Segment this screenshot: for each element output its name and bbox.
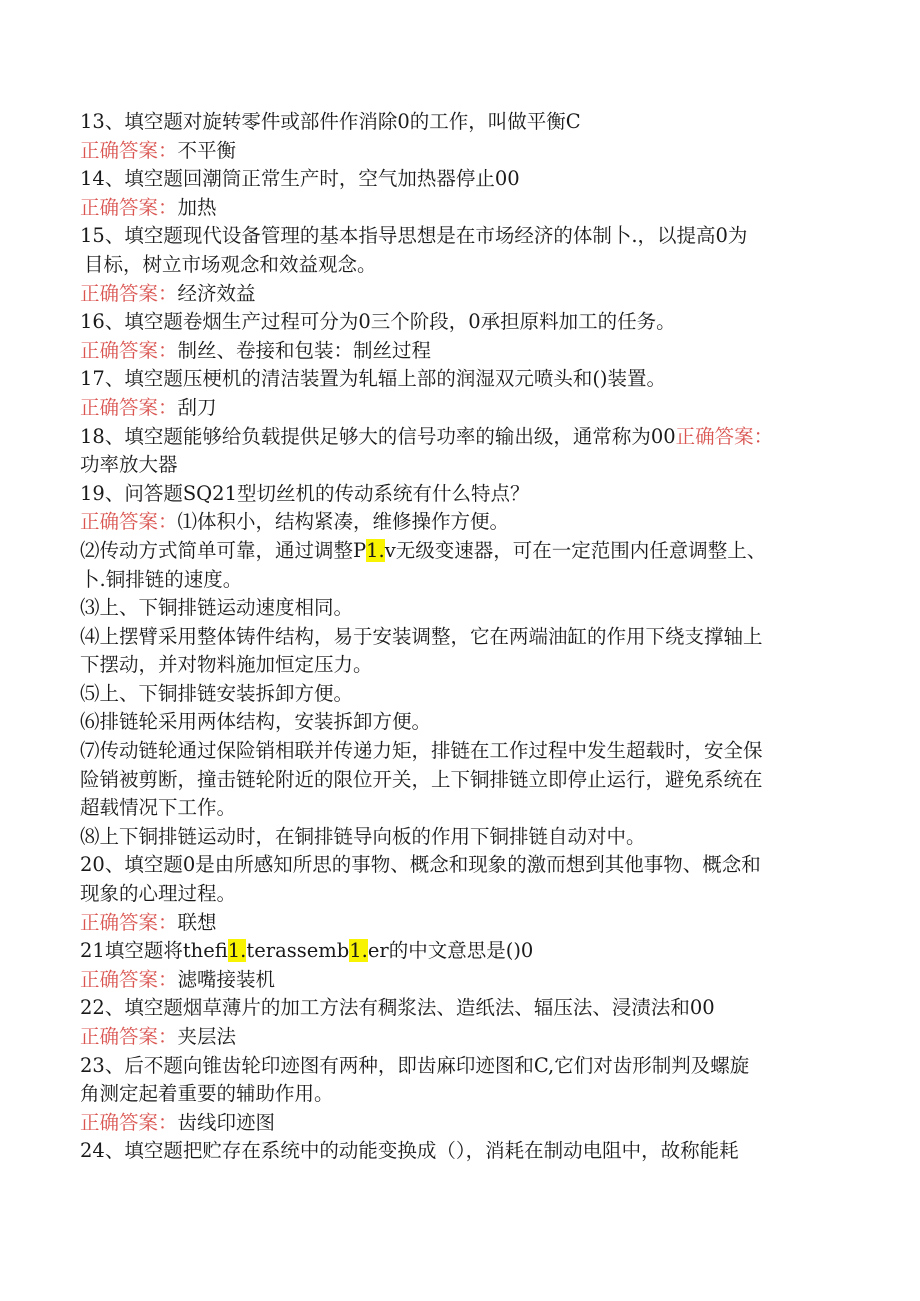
answer-18: 功率放大器: [80, 453, 178, 477]
answer-label: 正确答案：: [80, 338, 178, 362]
answer-21: [80, 966, 840, 995]
question-19: 19、问答题SQ21型切丝机的传动系统有什么特点？: [80, 481, 530, 505]
highlight: 1.: [366, 538, 385, 562]
answer-label: 正确答案：: [80, 281, 178, 305]
answer-label: 正确答案：: [80, 1025, 178, 1048]
question-23-line-1: 23、后不题向锥齿轮印迹图有两种，即齿麻印迹图和C,它们对齿形制判及螺旋: [80, 1053, 750, 1077]
point-text: v无级变速器，可在一定范围内任意调整上、: [384, 538, 767, 562]
answer-text: ⑴体积小，结构紧凑，维修操作方便。: [177, 510, 510, 534]
answer-19-point-7-cont: 险销被剪断，撞击链轮附近的限位开关，上下铜排链立即停止运行，避免系统在: [80, 767, 763, 791]
answer-19-point-2-cont: 卜.铜排链的速度。: [80, 567, 243, 591]
highlight: 1.: [227, 939, 247, 963]
answer-text: 联想: [177, 910, 217, 934]
answer-text: 滤嘴接装机: [177, 967, 276, 991]
answer-text: 不平衡: [177, 138, 237, 162]
answer-label: 正确答案：: [80, 967, 178, 991]
answer-19-point-4-cont: 下摆动，并对物料施加恒定压力。: [80, 653, 373, 677]
answer-label: 正确答案：: [80, 195, 178, 219]
answer-22: [80, 1023, 840, 1052]
answer-19-point-7-cont2: 超载情况下工作。: [80, 796, 237, 820]
answer-14: [80, 194, 840, 223]
answer-19-point-6: ⑹排链轮采用两体结构，安装拆卸方便。: [80, 710, 432, 734]
question-text: terassemb: [246, 939, 350, 963]
question-text: er的中文意思是()0: [367, 939, 534, 963]
answer-19-point-4: ⑷上摆臂采用整体铸件结构，易于安装调整，它在两端油缸的作用下绕支撑轴上: [80, 624, 763, 648]
answer-16: [80, 337, 840, 366]
point-text: ⑵传动方式简单可靠，通过调整P: [80, 538, 367, 562]
answer-label: 正确答案：: [80, 138, 178, 162]
question-20-line-1: 20、填空题0是由所感知所思的事物、概念和现象的激而想到其他事物、概念和: [80, 853, 761, 877]
question-18: [80, 423, 840, 452]
answer-text: 经济效益: [177, 281, 256, 305]
answer-17: [80, 394, 840, 423]
highlight: 1.: [349, 939, 368, 963]
answer-19-point-5: ⑸上、下铜排链安装拆卸方便。: [80, 681, 354, 705]
question-15-line-2: 目标，树立市场观念和效益观念。: [84, 252, 377, 276]
answer-text: 刮刀: [177, 395, 217, 419]
question-text: 18、填空题能够给负载提供足够大的信号功率的输出级，通常称为00: [80, 424, 676, 448]
question-16: 16、填空题卷烟生产过程可分为0三个阶段，0承担原料加工的任务。: [80, 310, 676, 334]
answer-19: [80, 508, 840, 537]
answer-text: 齿线印迹图: [177, 1110, 276, 1134]
question-17: 17、填空题压梗机的清洁装置为轧辐上部的润湿双元喷头和()装置。: [80, 367, 667, 391]
question-24: 24、填空题把贮存在系统中的动能变换成（），消耗在制动电阻中，故称能耗: [80, 1139, 739, 1163]
answer-label: 正确答案：: [80, 1110, 178, 1134]
question-21: [80, 937, 840, 966]
question-15-line-1: 15、填空题现代设备管理的基本指导思想是在市场经济的体制卜.，以提高0为: [80, 224, 748, 248]
question-text: 21填空题将thefi: [80, 939, 228, 963]
question-23-line-2: 角测定起着重要的辅助作用。: [80, 1082, 334, 1106]
answer-15: [80, 280, 840, 309]
answer-23: [80, 1109, 840, 1138]
answer-text: 加热: [177, 195, 217, 219]
answer-19-point-2: [80, 537, 840, 566]
question-14: 14、填空题回潮筒正常生产时，空气加热器停止00: [80, 167, 520, 191]
answer-label: 正确答案：: [80, 510, 178, 534]
answer-19-point-8: ⑻上下铜排链运动时，在铜排链导向板的作用下铜排链自动对中。: [80, 824, 646, 848]
answer-text: 夹层法: [177, 1025, 237, 1048]
answer-label: 正确答案：: [80, 910, 178, 934]
answer-label: 正确答案：: [80, 395, 178, 419]
answer-13: [80, 137, 840, 166]
answer-19-point-3: ⑶上、下铜排链运动速度相同。: [80, 596, 354, 620]
answer-20: [80, 909, 840, 938]
answer-19-point-7: ⑺传动链轮通过保险销相联并传递力矩，排链在工作过程中发生超载时，安全保: [80, 739, 763, 763]
question-13: 13、填空题对旋转零件或部件作消除0的工作，叫做平衡C: [80, 110, 581, 133]
answer-label: 正确答案：: [675, 424, 774, 448]
answer-text: 制丝、卷接和包装：制丝过程: [177, 338, 432, 362]
question-20-line-2: 现象的心理过程。: [80, 882, 237, 906]
question-22: 22、填空题烟草薄片的加工方法有稠浆法、造纸法、辐压法、浸渍法和00: [80, 996, 715, 1020]
